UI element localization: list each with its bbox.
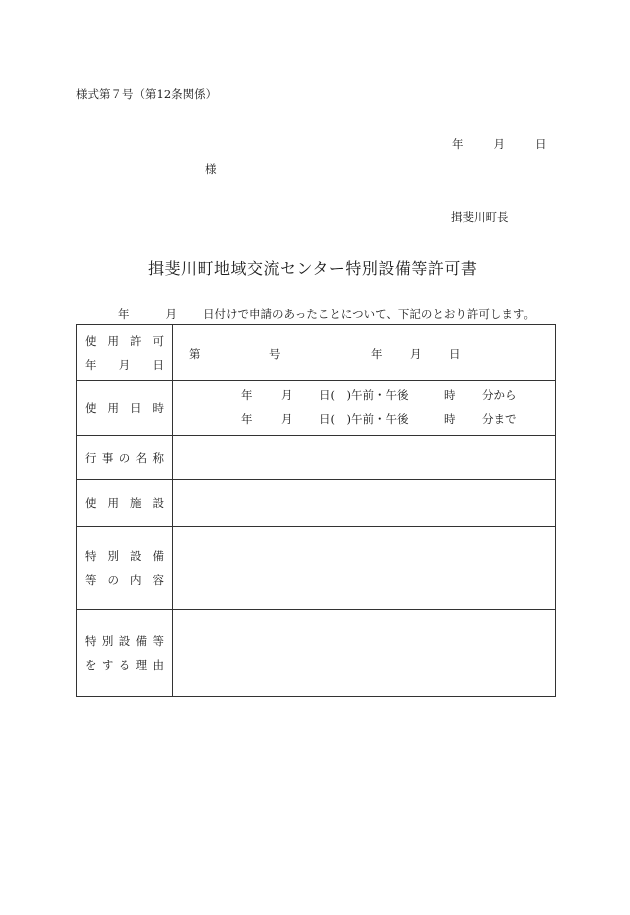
from-minute: 分から [482, 388, 517, 402]
row-facility [77, 480, 556, 527]
reason-value[interactable] [173, 610, 556, 697]
from-month: 月 [281, 388, 293, 402]
row-permit [77, 325, 556, 381]
datetime-label [77, 381, 173, 436]
event-name-label-char: 行 [85, 450, 97, 465]
equipment-label-char: の [107, 573, 119, 587]
event-name-label-char: 事 [101, 450, 114, 465]
equipment-label-line1 [77, 544, 172, 568]
permit-label-line2 [77, 353, 172, 377]
permit-label [77, 325, 173, 381]
permit-label-char: 可 [152, 333, 164, 348]
datetime-label-char: 用 [107, 401, 119, 415]
reason-label-line1 [77, 629, 172, 653]
facility-label-char: 施 [130, 496, 142, 510]
event-name-label-char: の [118, 450, 131, 465]
facility-label [77, 480, 173, 527]
reason-label-char: 別 [101, 634, 114, 648]
header-date-month: 月 [493, 137, 505, 151]
row-event-name [77, 436, 556, 480]
header-date-year: 年 [452, 137, 464, 151]
permit-year: 年 [371, 347, 383, 361]
permit-dai: 第 [189, 347, 201, 361]
reason-label [77, 610, 173, 697]
reason-label-char: を [85, 658, 97, 672]
reason-label-line2 [77, 653, 172, 677]
event-name-label-char: 名 [135, 450, 148, 465]
permit-label-line1 [77, 329, 172, 353]
reason-label-char: 由 [152, 658, 164, 672]
reason-label-char: る [118, 658, 131, 672]
row-datetime [77, 381, 556, 436]
datetime-label-char: 時 [152, 401, 164, 415]
event-name-label-line [77, 446, 172, 470]
reason-label-char: 等 [152, 634, 164, 648]
intro-text: 日付けで申請のあったことについて、下記のとおり許可します。 [203, 307, 536, 321]
equipment-label-char: 容 [152, 573, 164, 587]
datetime-label-char: 使 [85, 401, 97, 415]
permit-table [76, 324, 556, 697]
from-year: 年 [241, 388, 253, 402]
intro-sentence [118, 306, 535, 322]
intro-year: 年 [118, 307, 130, 321]
permit-value[interactable] [173, 325, 556, 381]
equipment-label-char: 別 [107, 549, 119, 563]
to-year: 年 [241, 412, 253, 426]
facility-label-char: 設 [152, 496, 164, 510]
permit-label-char: 使 [85, 333, 97, 348]
datetime-label-char: 日 [130, 401, 142, 415]
header-date [452, 136, 547, 152]
addressee-suffix: 様 [205, 162, 217, 176]
from-hour: 時 [444, 388, 456, 402]
reason-label-char: 備 [135, 634, 148, 648]
to-month: 月 [281, 412, 293, 426]
equipment-label-char: 設 [130, 549, 142, 563]
facility-label-char: 用 [107, 496, 119, 510]
permit-label-char: 月 [118, 357, 131, 372]
to-day-ampm: 日( )午前・午後 [319, 412, 409, 426]
from-day-ampm: 日( )午前・午後 [319, 388, 409, 402]
header-date-day: 日 [535, 137, 547, 151]
row-equipment [77, 527, 556, 610]
row-reason [77, 610, 556, 697]
document-title: 揖斐川町地域交流センター特別設備等許可書 [148, 259, 478, 278]
event-name-label [77, 436, 173, 480]
equipment-label-char: 備 [152, 549, 164, 563]
intro-month: 月 [165, 307, 177, 321]
to-hour: 時 [444, 412, 456, 426]
equipment-label-char: 等 [85, 573, 97, 587]
reason-label-char: 設 [118, 634, 131, 648]
equipment-label-char: 内 [130, 573, 142, 587]
permit-day: 日 [449, 347, 461, 361]
form-number: 様式第７号（第12条関係） [76, 87, 218, 101]
equipment-label [77, 527, 173, 610]
equipment-label-line2 [77, 568, 172, 592]
permit-label-char: 許 [130, 333, 142, 348]
permit-label-char: 年 [85, 357, 97, 372]
event-name-label-char: 称 [152, 450, 164, 465]
facility-value[interactable] [173, 480, 556, 527]
permit-month: 月 [410, 347, 422, 361]
permit-label-char: 日 [152, 357, 164, 372]
facility-label-line [77, 491, 172, 515]
issuer: 揖斐川町長 [451, 210, 509, 224]
to-minute: 分まで [482, 412, 517, 426]
datetime-value[interactable] [173, 381, 556, 436]
equipment-value[interactable] [173, 527, 556, 610]
permit-label-char: 用 [107, 333, 119, 348]
permit-go: 号 [269, 347, 281, 361]
facility-label-char: 使 [85, 496, 97, 510]
event-name-value[interactable] [173, 436, 556, 480]
datetime-label-line [77, 396, 172, 420]
reason-label-char: す [101, 658, 114, 672]
reason-label-char: 理 [135, 658, 148, 672]
reason-label-char: 特 [85, 634, 97, 648]
equipment-label-char: 特 [85, 549, 97, 563]
